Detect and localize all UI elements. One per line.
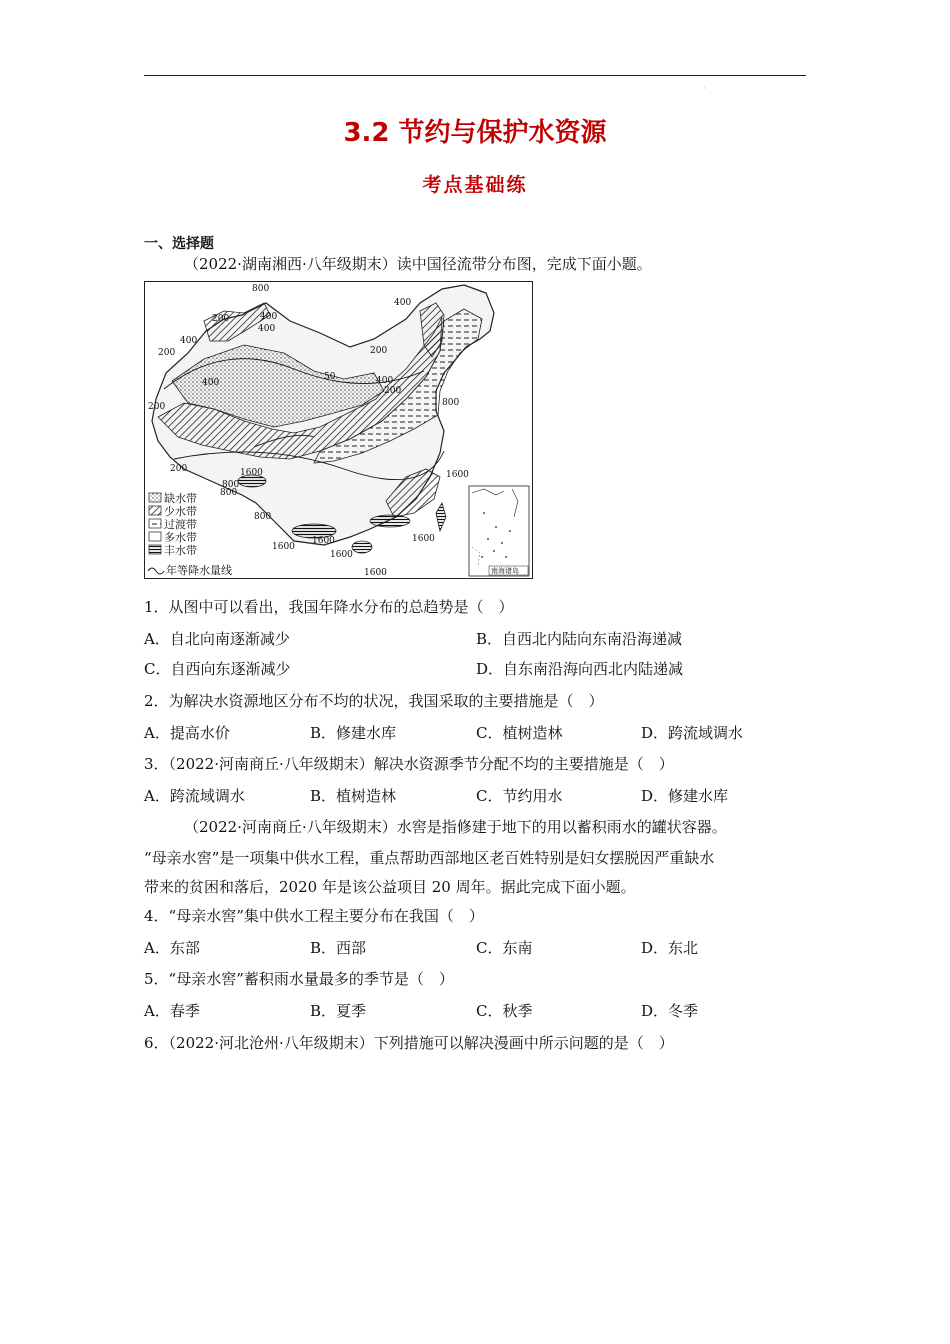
question-5: 5．“母亲水窖”蓄积雨水量最多的季节是（ ） xyxy=(144,970,454,988)
map-label: 800 xyxy=(442,398,460,408)
map-label: 200 xyxy=(212,314,230,324)
map-label: 1600 xyxy=(446,470,469,480)
map-label: 400 xyxy=(180,336,198,346)
q4-option-d[interactable]: D．东北 xyxy=(641,939,699,957)
map-label: 400 xyxy=(202,378,220,388)
map-label: 400 xyxy=(394,298,412,308)
question-4: 4．“母亲水窖”集中供水工程主要分布在我国（ ） xyxy=(144,907,484,925)
legend-item: 少水带 xyxy=(164,505,197,518)
legend-item: 过渡带 xyxy=(164,518,197,531)
question-6: 6．（2022·河北沧州·八年级期末）下列措施可以解决漫画中所示问题的是（ ） xyxy=(144,1034,674,1052)
q3-option-d[interactable]: D．修建水库 xyxy=(641,787,729,805)
q1-option-b[interactable]: B．自西北内陆向东南沿海递减 xyxy=(476,630,683,648)
passage-line-1: （2022·河南商丘·八年级期末）水窖是指修建于地下的用以蓄积雨水的罐状容器。 xyxy=(184,818,727,836)
map-label: 200 xyxy=(158,348,176,358)
map-label: 200 xyxy=(148,402,166,412)
map-label: 400 xyxy=(376,376,394,386)
intro-text: （2022·湖南湘西·八年级期末）读中国径流带分布图，完成下面小题。 xyxy=(184,255,652,273)
passage-line-3: 带来的贫困和落后，2020 年是该公益项目 20 周年。据此完成下面小题。 xyxy=(144,878,636,896)
q5-option-d[interactable]: D．冬季 xyxy=(641,1002,699,1020)
map-label: 1600 xyxy=(272,542,295,552)
map-label: 400 xyxy=(258,324,276,334)
map-label: 200 xyxy=(370,346,388,356)
legend-swatch-low xyxy=(149,506,161,515)
q2-option-c[interactable]: C．植树造林 xyxy=(476,724,563,742)
map-label: 1600 xyxy=(240,468,263,478)
question-1: 1．从图中可以看出，我国年降水分布的总趋势是（ ） xyxy=(144,598,514,616)
passage-line-2: “母亲水窖”是一项集中供水工程，重点帮助西部地区老百姓特别是妇女摆脱因严重缺水 xyxy=(144,849,715,867)
page-title: 3.2 节约与保护水资源 xyxy=(343,118,607,148)
q5-option-b[interactable]: B．夏季 xyxy=(310,1002,367,1020)
legend-swatch-more xyxy=(149,532,161,541)
q3-option-a[interactable]: A．跨流域调水 xyxy=(144,787,245,805)
map-label: 800 xyxy=(222,480,240,490)
legend-item: 多水带 xyxy=(164,531,197,544)
legend-swatch-transition xyxy=(149,519,161,528)
inset-label: 南海诸岛 xyxy=(491,567,519,575)
legend-swatch-rich xyxy=(149,545,161,554)
q2-option-b[interactable]: B．修建水库 xyxy=(310,724,397,742)
q1-option-a[interactable]: A．自北向南逐渐减少 xyxy=(144,630,290,648)
map-label: 1600 xyxy=(312,536,335,546)
runoff-map xyxy=(144,281,533,579)
zone-rich-3 xyxy=(352,541,372,553)
q5-option-c[interactable]: C．秋季 xyxy=(476,1002,533,1020)
map-label: 800 xyxy=(220,488,238,498)
q3-option-c[interactable]: C．节约用水 xyxy=(476,787,563,805)
q1-option-d[interactable]: D．自东南沿海向西北内陆递减 xyxy=(476,660,684,678)
question-2: 2．为解决水资源地区分布不均的状况，我国采取的主要措施是（ ） xyxy=(144,692,604,710)
section-heading: 一、选择题 xyxy=(144,236,214,252)
q4-option-a[interactable]: A．东部 xyxy=(144,939,200,957)
south-sea-inset xyxy=(469,486,529,576)
q2-option-d[interactable]: D．跨流域调水 xyxy=(641,724,744,742)
header-rule xyxy=(144,75,806,76)
map-label: 200 xyxy=(384,386,402,396)
map-label: 1600 xyxy=(412,534,435,544)
legend-item: 年等降水量线 xyxy=(166,564,232,577)
map-label: 800 xyxy=(254,512,272,522)
q5-option-a[interactable]: A．春季 xyxy=(144,1002,200,1020)
question-3: 3．（2022·河南商丘·八年级期末）解决水资源季节分配不均的主要措施是（ ） xyxy=(144,755,674,773)
legend-item: 丰水带 xyxy=(164,544,197,557)
map-label: 1600 xyxy=(330,550,353,560)
map-label: 200 xyxy=(170,464,188,474)
q1-option-c[interactable]: C．自西向东逐渐减少 xyxy=(144,660,291,678)
page-subtitle: 考点基础练 xyxy=(422,174,528,196)
legend-swatch-dry xyxy=(149,493,161,502)
q4-option-c[interactable]: C．东南 xyxy=(476,939,533,957)
zone-rich-4 xyxy=(370,515,410,527)
q2-option-a[interactable]: A．提高水价 xyxy=(144,724,230,742)
legend-item: 缺水带 xyxy=(164,492,197,505)
q4-option-b[interactable]: B．西部 xyxy=(310,939,367,957)
map-label: 800 xyxy=(252,284,270,294)
q3-option-b[interactable]: B．植树造林 xyxy=(310,787,397,805)
map-label: 50 xyxy=(324,372,336,382)
header-mark: · xyxy=(703,84,706,93)
map-label: 400 xyxy=(260,312,278,322)
map-label: 1600 xyxy=(364,568,387,578)
